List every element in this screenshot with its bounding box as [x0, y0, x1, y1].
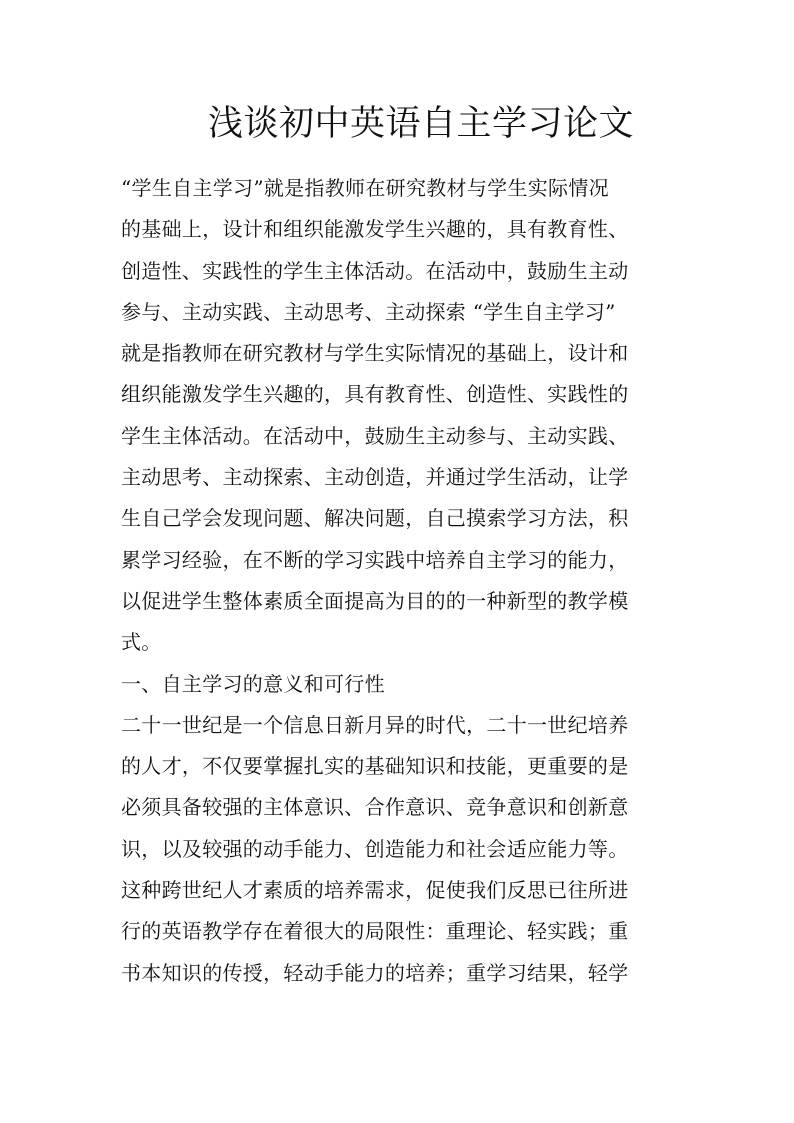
text-line: 学生主体活动。在活动中，鼓励生主动参与、主动实践、 [121, 423, 629, 448]
text-line: 主动思考、主动探索、主动创造，并通过学生活动，让学 [121, 465, 629, 490]
text-line: 生自己学会发现问题、解决问题，自己摸索学习方法，积 [121, 506, 629, 531]
text-line: 以促进学生整体素质全面提高为目的的一种新型的教学模 [121, 588, 629, 613]
text-line: 的基础上，设计和组织能激发学生兴趣的，具有教育性、 [121, 217, 629, 242]
section-heading: 一、自主学习的意义和可行性 [121, 671, 385, 696]
document-body [121, 168, 681, 994]
text-line: 式。 [121, 630, 162, 655]
text-line: 这种跨世纪人才素质的培养需求，促使我们反思已往所进 [121, 878, 629, 903]
text-line: 就是指教师在研究教材与学生实际情况的基础上，设计和 [121, 341, 629, 366]
text-line: 必须具备较强的主体意识、合作意识、竞争意识和创新意 [121, 795, 629, 820]
text-line: “学生自主学习”就是指教师在研究教材与学生实际情况 [121, 176, 609, 200]
text-line: 识，以及较强的动手能力、创造能力和社会适应能力等。 [121, 836, 629, 861]
text-line: 二十一世纪是一个信息日新月异的时代，二十一世纪培养 [121, 712, 629, 737]
text-line: 组织能激发学生兴趣的，具有教育性、创造性、实践性的 [121, 382, 629, 407]
text-line: 创造性、实践性的学生主体活动。在活动中，鼓励生主动 [121, 258, 629, 283]
text-line: 参与、主动实践、主动思考、主动探索 “学生自主学习” [121, 299, 616, 324]
text-line: 累学习经验，在不断的学习实践中培养自主学习的能力， [121, 547, 629, 572]
text-line: 的人才，不仅要掌握扎实的基础知识和技能，更重要的是 [121, 754, 629, 779]
text-line: 行的英语教学存在着很大的局限性：重理论、轻实践；重 [121, 919, 629, 944]
text-line: 书本知识的传授，轻动手能力的培养；重学习结果，轻学 [121, 960, 629, 985]
document-title: 浅谈初中英语自主学习论文 [208, 104, 635, 144]
